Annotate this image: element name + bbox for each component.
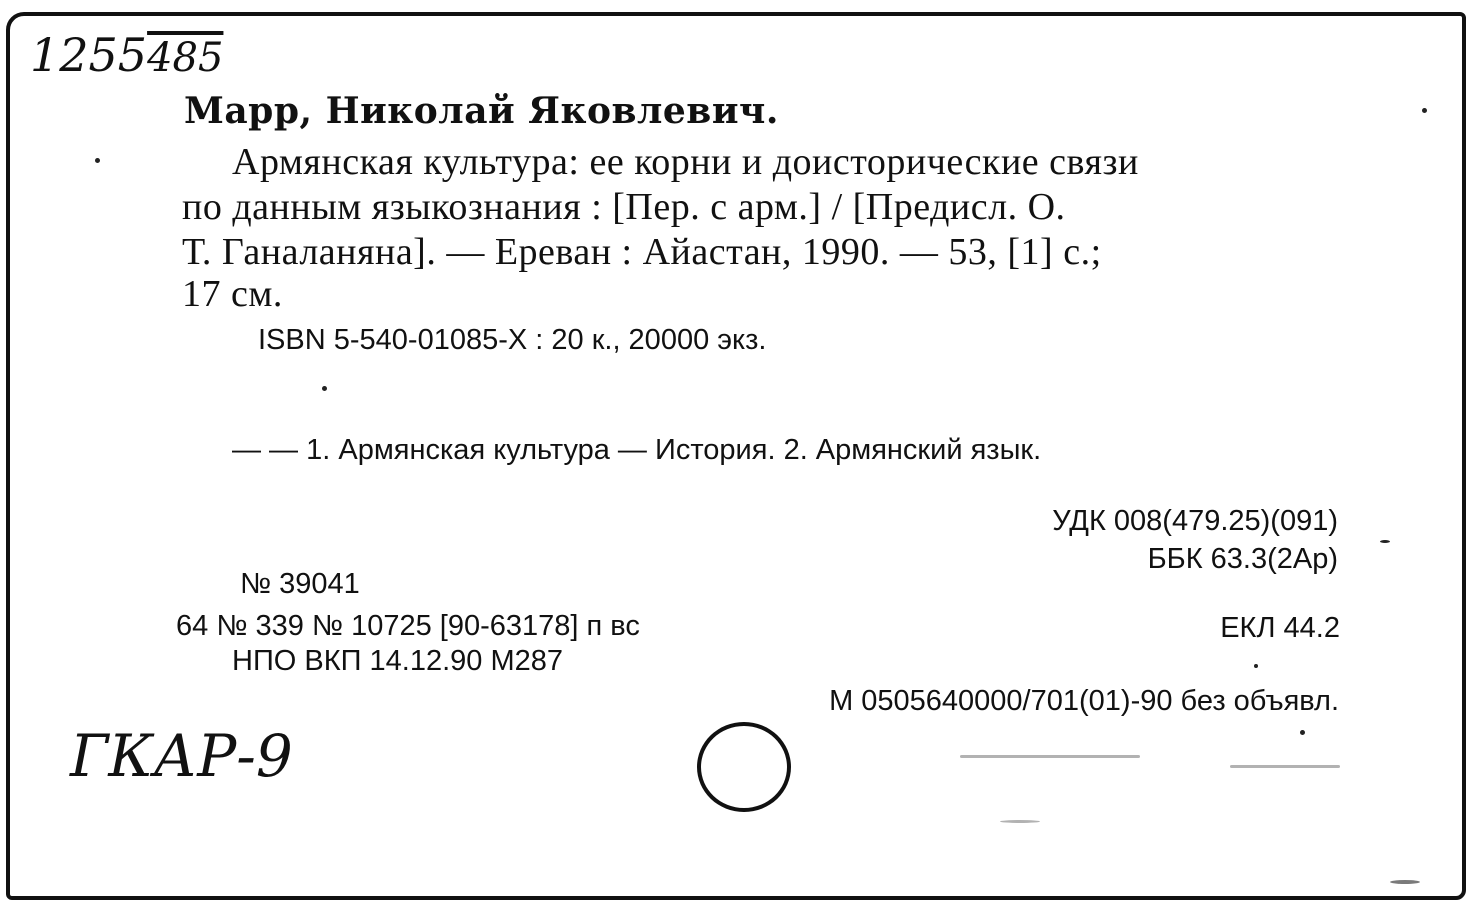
printing-line: 64 № 339 № 10725 [90-63178] п вс bbox=[176, 610, 640, 642]
speck bbox=[1300, 730, 1305, 735]
speck bbox=[1000, 820, 1040, 823]
title-line-2: по данным языкознания : [Пер. с арм.] / [Предисл. О. bbox=[182, 186, 1066, 228]
ekl-code: ЕКЛ 44.2 bbox=[1220, 612, 1340, 644]
speck bbox=[95, 158, 100, 163]
speck bbox=[1422, 108, 1427, 113]
title-line-4: 17 см. bbox=[182, 273, 283, 315]
punch-hole-circle bbox=[697, 722, 791, 812]
speck bbox=[322, 386, 327, 391]
speck bbox=[1254, 664, 1258, 668]
title-line-1: Армянская культура: ее корни и доисторические связи bbox=[232, 141, 1139, 183]
speck bbox=[960, 755, 1140, 758]
record-number: № 39041 bbox=[240, 568, 360, 600]
udk-code: УДК 008(479.25)(091) bbox=[1052, 505, 1338, 537]
handwritten-shelf-mark: ГКАР-9 bbox=[70, 722, 293, 790]
title-line-3: Т. Ганаланяна]. — Ереван : Айастан, 1990. — 53, [1] с.; bbox=[182, 231, 1102, 273]
m-code-line: М 0505640000/701(01)-90 без объявл. bbox=[829, 685, 1339, 717]
handwritten-number-sub: 485 bbox=[147, 35, 224, 81]
bbk-code: ББК 63.3(2Ар) bbox=[1147, 543, 1338, 575]
speck bbox=[1380, 540, 1390, 543]
handwritten-inventory-number bbox=[30, 28, 223, 82]
subject-headings: — — 1. Армянская культура — История. 2. Армянский язык. bbox=[232, 434, 1042, 466]
isbn-line: ISBN 5-540-01085-X : 20 к., 20000 экз. bbox=[258, 324, 767, 356]
speck bbox=[1390, 880, 1420, 884]
speck bbox=[1230, 765, 1340, 768]
author-heading: Марр, Николай Яковлевич. bbox=[184, 90, 779, 132]
npo-line: НПО ВКП 14.12.90 М287 bbox=[232, 645, 564, 677]
handwritten-number-main: 1255 bbox=[30, 28, 148, 82]
